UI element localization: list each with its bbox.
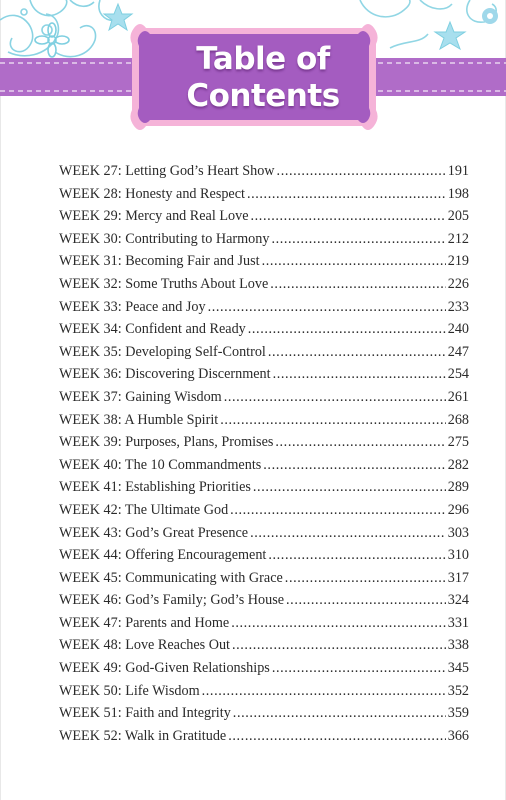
toc-entry-label: WEEK 40: The 10 Commandments xyxy=(59,456,262,473)
toc-entry-label: WEEK 36: Discovering Discernment xyxy=(59,366,271,383)
toc-entry-page-number: 226 xyxy=(447,275,469,292)
toc-entry-label: WEEK 50: Life Wisdom xyxy=(59,682,200,699)
toc-entry xyxy=(59,683,469,706)
toc-dot-leader xyxy=(277,163,446,180)
toc-dot-leader xyxy=(233,705,446,722)
toc-entry-label: WEEK 38: A Humble Spirit xyxy=(59,411,219,428)
toc-entry xyxy=(59,547,469,570)
toc-entry-page-number: 261 xyxy=(447,388,469,405)
toc-entry-label: WEEK 35: Developing Self-Control xyxy=(59,343,266,360)
toc-entry xyxy=(59,615,469,638)
toc-entry-page-number: 331 xyxy=(447,614,469,631)
toc-dot-leader xyxy=(247,186,446,203)
toc-entry-page-number: 198 xyxy=(447,185,469,202)
toc-dot-leader xyxy=(273,366,446,383)
toc-entry-page-number: 338 xyxy=(447,637,469,654)
toc-entry-page-number: 219 xyxy=(447,253,469,270)
toc-entry xyxy=(59,412,469,435)
toc-entry xyxy=(59,457,469,480)
toc-dot-leader xyxy=(268,547,445,564)
toc-entry xyxy=(59,344,469,367)
toc-entry-page-number: 352 xyxy=(447,682,469,699)
toc-dot-leader xyxy=(262,253,446,270)
toc-entry-page-number: 303 xyxy=(447,524,469,541)
toc-entry-page-number: 345 xyxy=(447,660,469,677)
page-title xyxy=(0,0,506,150)
toc-entry-page-number: 282 xyxy=(447,456,469,473)
toc-dot-leader xyxy=(228,728,445,745)
toc-dot-leader xyxy=(286,592,446,609)
toc-entry-page-number: 240 xyxy=(447,321,469,338)
title-line-2: Contents xyxy=(186,78,340,114)
toc-dot-leader xyxy=(232,637,446,654)
toc-entry-page-number: 233 xyxy=(447,298,469,315)
toc-dot-leader xyxy=(270,276,445,293)
toc-entry-label: WEEK 33: Peace and Joy xyxy=(59,298,206,315)
toc-entry xyxy=(59,389,469,412)
toc-dot-leader xyxy=(248,321,446,338)
toc-entry xyxy=(59,705,469,728)
toc-entry-page-number: 275 xyxy=(447,434,469,451)
toc-entry xyxy=(59,570,469,593)
toc-entry xyxy=(59,728,469,751)
toc-entry-label: WEEK 28: Honesty and Respect xyxy=(59,185,245,202)
toc-entry-label: WEEK 46: God’s Family; God’s House xyxy=(59,592,285,609)
toc-entry xyxy=(59,502,469,525)
toc-entry xyxy=(59,637,469,660)
toc-entry xyxy=(59,321,469,344)
toc-entry-label: WEEK 42: The Ultimate God xyxy=(59,501,229,518)
toc-entry-label: WEEK 43: God’s Great Presence xyxy=(59,524,249,541)
toc-entry-page-number: 205 xyxy=(447,208,469,225)
toc-entry-label: WEEK 29: Mercy and Real Love xyxy=(59,208,249,225)
toc-entry-label: WEEK 49: God-Given Relationships xyxy=(59,660,270,677)
toc-dot-leader xyxy=(231,615,446,632)
toc-entry xyxy=(59,186,469,209)
toc-entry xyxy=(59,434,469,457)
toc-dot-leader xyxy=(250,525,446,542)
toc-dot-leader xyxy=(251,208,446,225)
toc-entry-label: WEEK 45: Communicating with Grace xyxy=(59,569,283,586)
toc-entry xyxy=(59,163,469,186)
toc-entry-label: WEEK 39: Purposes, Plans, Promises xyxy=(59,434,274,451)
toc-entry xyxy=(59,592,469,615)
title-line-1: Table of xyxy=(196,41,330,77)
toc-entry xyxy=(59,231,469,254)
toc-entry-page-number: 317 xyxy=(447,569,469,586)
toc-entry-label: WEEK 44: Offering Encouragement xyxy=(59,547,267,564)
toc-entry xyxy=(59,208,469,231)
toc-entry xyxy=(59,253,469,276)
toc-entry-label: WEEK 41: Establishing Priorities xyxy=(59,479,251,496)
toc-entry-label: WEEK 27: Letting God’s Heart Show xyxy=(59,163,275,179)
toc-dot-leader xyxy=(202,683,446,700)
toc-entry xyxy=(59,479,469,502)
toc-entry-label: WEEK 34: Confident and Ready xyxy=(59,321,246,338)
toc-entry-label: WEEK 37: Gaining Wisdom xyxy=(59,388,222,405)
toc-entry xyxy=(59,299,469,322)
toc-entry xyxy=(59,525,469,548)
toc-entry-page-number: 289 xyxy=(447,479,469,496)
toc-entry-label: WEEK 51: Faith and Integrity xyxy=(59,705,231,722)
toc-entry-page-number: 254 xyxy=(447,366,469,383)
toc-entry-page-number: 296 xyxy=(447,501,469,518)
toc-entry-page-number: 247 xyxy=(447,343,469,360)
toc-entry-page-number: 268 xyxy=(447,411,469,428)
toc-dot-leader xyxy=(285,570,446,587)
toc-dot-leader xyxy=(272,660,446,677)
toc-entry xyxy=(59,660,469,683)
toc-entry-page-number: 212 xyxy=(447,230,469,247)
toc-entry-label: WEEK 30: Contributing to Harmony xyxy=(59,230,270,247)
toc-entry-label: WEEK 32: Some Truths About Love xyxy=(59,275,269,292)
toc-dot-leader xyxy=(224,389,446,406)
toc-dot-leader xyxy=(271,231,445,248)
toc-entry-page-number: 366 xyxy=(447,727,469,744)
toc-entry-page-number: 191 xyxy=(447,163,469,179)
table-of-contents xyxy=(59,163,469,750)
toc-entry-label: WEEK 52: Walk in Gratitude xyxy=(59,727,227,744)
toc-entry-label: WEEK 31: Becoming Fair and Just xyxy=(59,253,260,270)
toc-dot-leader xyxy=(208,299,446,316)
toc-dot-leader xyxy=(268,344,446,361)
toc-dot-leader xyxy=(275,434,445,451)
toc-entry xyxy=(59,366,469,389)
toc-entry-label: WEEK 47: Parents and Home xyxy=(59,614,230,631)
toc-dot-leader xyxy=(263,457,445,474)
toc-dot-leader xyxy=(253,479,446,496)
toc-entry-page-number: 310 xyxy=(447,547,469,564)
toc-dot-leader xyxy=(220,412,446,429)
toc-entry xyxy=(59,276,469,299)
toc-dot-leader xyxy=(230,502,446,519)
toc-entry-page-number: 324 xyxy=(447,592,469,609)
toc-entry-page-number: 359 xyxy=(447,705,469,722)
toc-entry-label: WEEK 48: Love Reaches Out xyxy=(59,637,230,654)
